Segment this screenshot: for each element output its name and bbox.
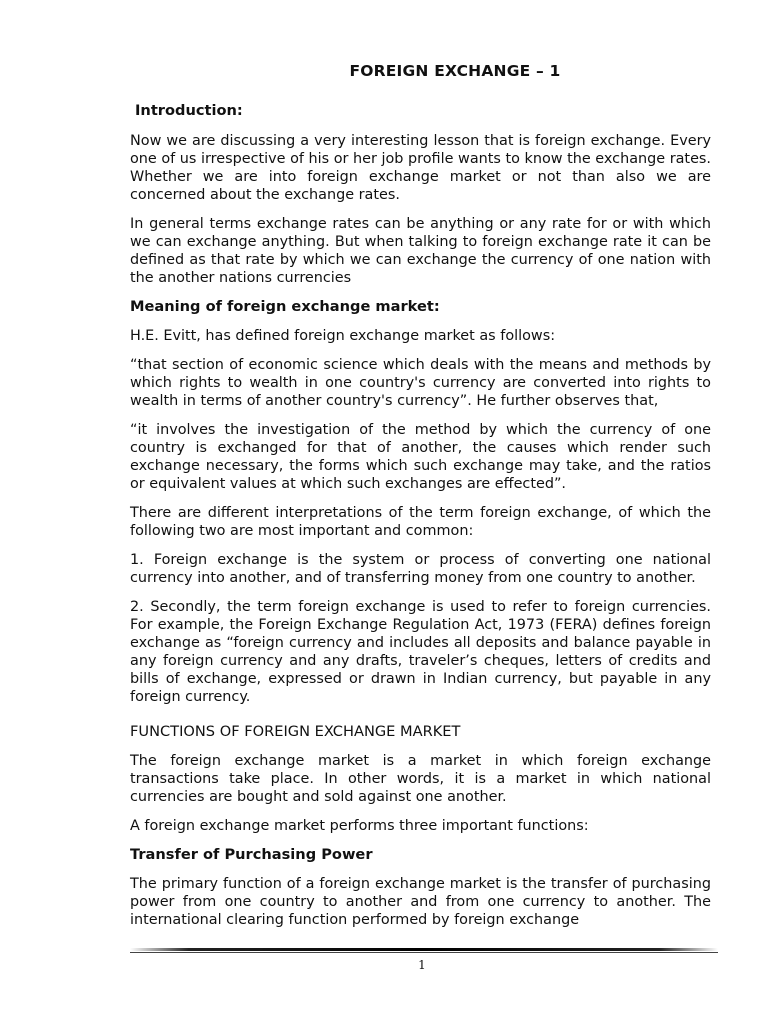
paragraph-interpretation-1: 1. Foreign exchange is the system or process of converting one national currency into another, and of transferring money from one country to another.	[130, 552, 711, 586]
paragraph-intro-1: Now we are discussing a very interesting lesson that is foreign exchange. Every one of us irrespective of his or her job profile wants to know the exchange rates. Whether we are into foreign exchange market or not than also we are concerned about the exchange rates.	[130, 133, 711, 203]
section-heading-transfer: Transfer of Purchasing Power	[130, 846, 373, 863]
paragraph-functions-1: The foreign exchange market is a market in which foreign exchange transactions take place. In other words, it is a market in which national currencies are bought and sold against one another.	[130, 753, 711, 805]
section-heading-meaning: Meaning of foreign exchange market:	[130, 298, 440, 315]
paragraph-evitt-definition: H.E. Evitt, has defined foreign exchange market as follows:	[130, 328, 556, 344]
footer-divider	[130, 948, 718, 951]
paragraph-intro-2: In general terms exchange rates can be anything or any rate for or with which we can exchange anything. But when talking to foreign exchange rate it can be defined as that rate by which we can exchange the currency of one nation with the another nations currencies	[130, 216, 711, 286]
paragraph-interpretations: There are different interpretations of the term foreign exchange, of which the following two are most important and common:	[130, 505, 711, 539]
section-heading-introduction: Introduction:	[135, 102, 243, 119]
paragraph-transfer-1: The primary function of a foreign exchange market is the transfer of purchasing power from one country to another and from one currency to another. The international clearing function performed by foreign exchange	[130, 876, 711, 928]
paragraph-functions-2: A foreign exchange market performs three important functions:	[130, 818, 589, 834]
paragraph-interpretation-2: 2. Secondly, the term foreign exchange is used to refer to foreign currencies. For example, the Foreign Exchange Regulation Act, 1973 (FERA) defines foreign exchange as “foreign currency and includes all deposits and balance payable in any foreign currency and any drafts, traveler’s cheques, letters of credits and bills of exchange, expressed or drawn in Indian currency, but payable in any foreign currency.	[130, 599, 711, 705]
paragraph-quote-2: “it involves the investigation of the method by which the currency of one country is exchanged for that of another, the causes which render such exchange necessary, the forms which such exchange may take, and the ratios or equivalent values at which such exchanges are effected”.	[130, 422, 711, 492]
footer-divider-thin	[130, 952, 718, 953]
page-title: FOREIGN EXCHANGE – 1	[349, 62, 561, 80]
document-body	[130, 102, 711, 940]
paragraph-quote-1: “that section of economic science which deals with the means and methods by which rights to wealth in one country's currency are converted into rights to wealth in terms of another country's currency”. He further observes that,	[130, 357, 711, 409]
page-number: 1	[418, 958, 426, 972]
section-heading-functions: FUNCTIONS OF FOREIGN EXCHANGE MARKET	[130, 723, 461, 740]
